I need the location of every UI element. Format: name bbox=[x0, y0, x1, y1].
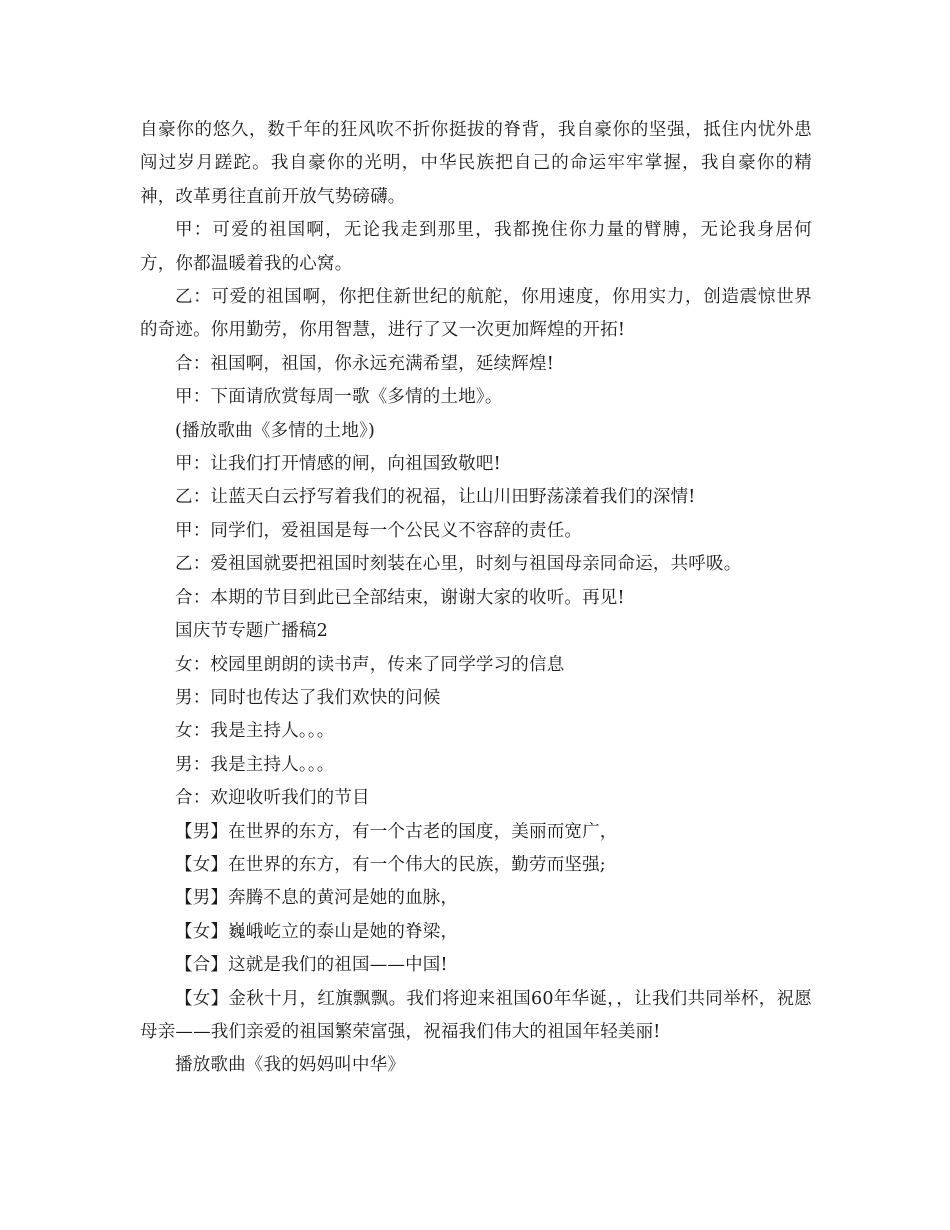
paragraph: 甲：下面请欣赏每周一歌《多情的土地》。 bbox=[175, 387, 503, 408]
paragraph: 【男】奔腾不息的黄河是她的血脉， bbox=[175, 888, 459, 909]
paragraph: 甲：让我们打开情感的闸，向祖国致敬吧! bbox=[175, 454, 501, 475]
paragraph: 合：祖国啊，祖国，你永远充满希望，延续辉煌! bbox=[175, 353, 554, 374]
paragraph: 【女】金秋十月，红旗飘飘。我们将迎来祖国60年华诞，，让我们共同举杯，祝愿母亲——我们亲爱的祖国繁荣富强，祝福我们伟大的祖国年轻美丽! bbox=[140, 988, 812, 1042]
paragraph: 合：本期的节目到此已全部结束，谢谢大家的收听。再见! bbox=[175, 587, 625, 608]
paragraph: 合：欢迎收听我们的节目 bbox=[175, 788, 370, 809]
paragraph-intro: 自豪你的悠久，数千年的狂风吹不折你挺拔的脊背，我自豪你的坚强，抵住内忧外患闯过岁月蹉跎。我自豪你的光明，中华民族把自己的命运牢牢掌握，我自豪你的精神，改革勇往直前开放气势磅礴。 bbox=[140, 120, 812, 207]
paragraph: 【男】在世界的东方，有一个古老的国度，美丽而宽广， bbox=[175, 821, 618, 842]
paragraph: 男：我是主持人。。。 bbox=[175, 754, 335, 775]
paragraph: 男：同时也传达了我们欢快的问候 bbox=[175, 687, 441, 708]
paragraph: (播放歌曲《多情的土地》) bbox=[175, 420, 376, 441]
paragraph: 女：校园里朗朗的读书声，传来了同学学习的信息 bbox=[175, 654, 565, 675]
paragraph: 乙：可爱的祖国啊，你把住新世纪的航舵，你用速度，你用实力，创造震惊世界的奇迹。你用勤劳，你用智慧，进行了又一次更加辉煌的开拓! bbox=[140, 287, 812, 341]
paragraph: 甲：同学们，爱祖国是每一个公民义不容辞的责任。 bbox=[175, 520, 583, 541]
paragraph: 甲：可爱的祖国啊，无论我走到那里，我都挽住你力量的臂膊，无论我身居何方，你都温暖着我的心窝。 bbox=[140, 220, 812, 274]
section-heading: 国庆节专题广播稿2 bbox=[175, 621, 328, 642]
paragraph: 播放歌曲《我的妈妈叫中华》 bbox=[175, 1055, 406, 1076]
paragraph: 乙：让蓝天白云抒写着我们的祝福，让山川田野荡漾着我们的深情! bbox=[175, 487, 696, 508]
paragraph: 【女】在世界的东方，有一个伟大的民族，勤劳而坚强; bbox=[175, 854, 606, 875]
paragraph: 【合】这就是我们的祖国——中国! bbox=[175, 955, 448, 976]
paragraph: 乙：爱祖国就要把祖国时刻装在心里，时刻与祖国母亲同命运，共呼吸。 bbox=[175, 554, 742, 575]
document-body bbox=[140, 114, 812, 1083]
paragraph: 女：我是主持人。。。 bbox=[175, 721, 335, 742]
paragraph: 【女】巍峨屹立的泰山是她的脊梁， bbox=[175, 921, 459, 942]
